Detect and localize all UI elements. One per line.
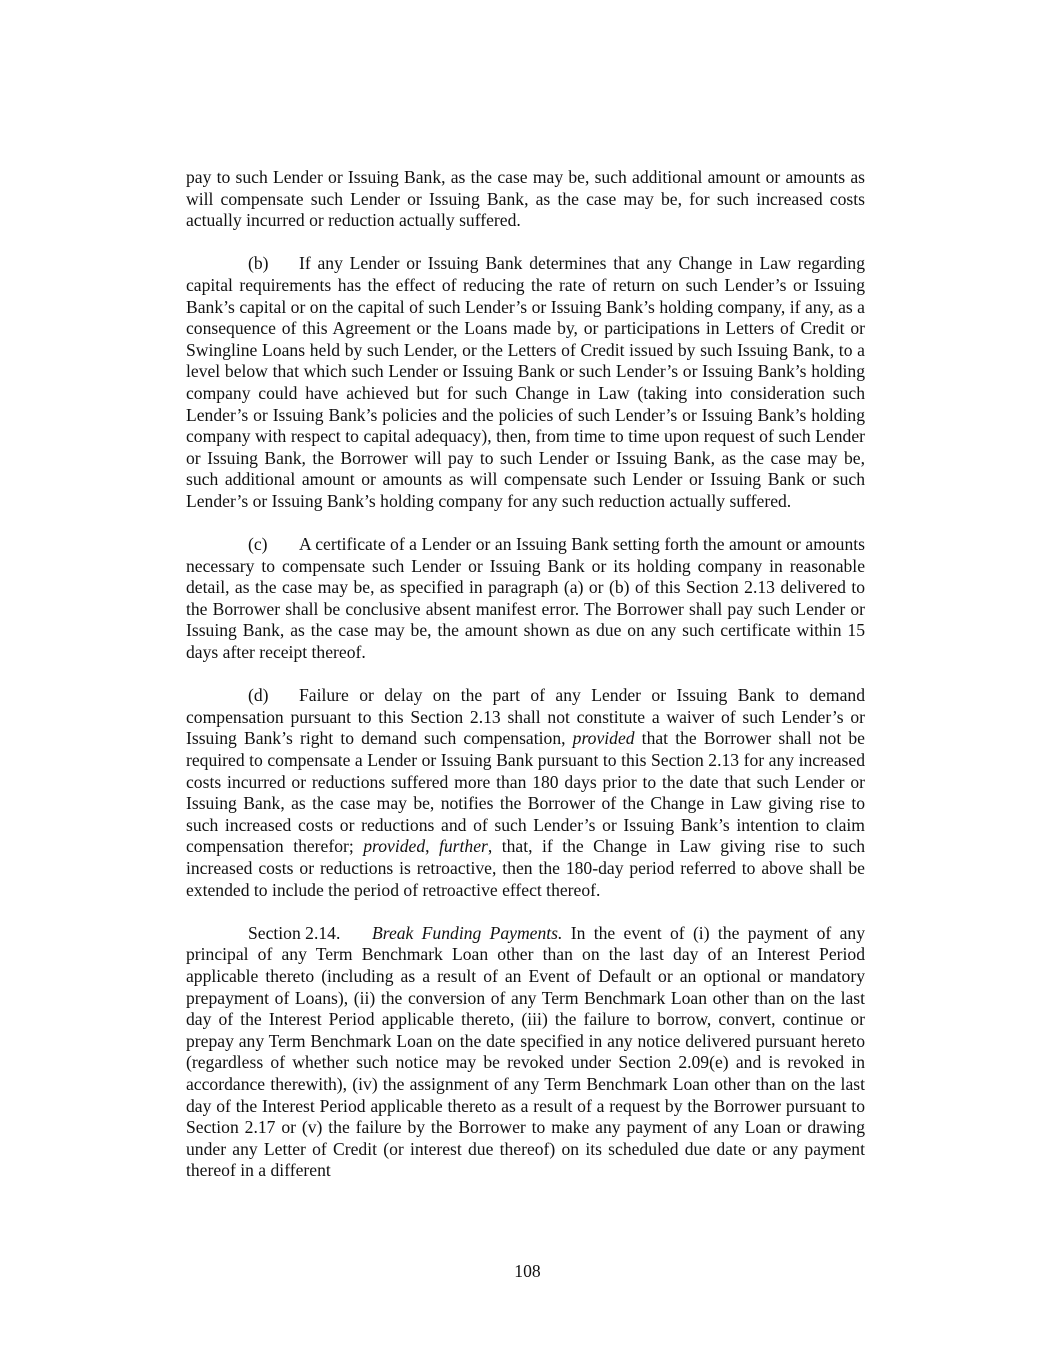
section-2-14 [186, 923, 865, 1182]
section-2-14-title: Break Funding Payments. [372, 922, 563, 943]
paragraph-b-label: (b) [248, 253, 269, 274]
paragraph-d-text-2: that the Borrower shall not be required to compensate a Lender or Issuing Bank pursuant to this Section 2.13 for any increased costs incurred or reductions suffered more than 180 days prior to the date that such Lender or Issuing Bank, as the case may be, notifies the Borrower of the Change in Law giving rise to such increased costs or reductions and of such Lender’s or Issuing Bank’s intention to claim compensation therefor; [186, 728, 865, 857]
page-body [186, 167, 865, 1204]
paragraph-d-italic-further: further [439, 836, 488, 857]
paragraph-d-label: (d) [248, 685, 269, 706]
paragraph-c [186, 534, 865, 664]
paragraph-d-text-3: , [425, 836, 439, 857]
paragraph-d-text-1: Failure or delay on the part of any Lender or Issuing Bank to demand compensation pursuant to this Section 2.13 shall not constitute a waiver of such Lender’s or Issuing Bank’s right to demand such compensation, [186, 685, 865, 749]
paragraph-b-text: If any Lender or Issuing Bank determines that any Change in Law regarding capital requirements has the effect of reducing the rate of return on such Lender’s or Issuing Bank’s capital or on the capital of such Lender’s or Issuing Bank’s holding company, if any, as a consequence of this Agreement or the Loans made by, or participations in Letters of Credit or Swingline Loans held by such Lender, or the Letters of Credit issued by such Issuing Bank, to a level below that which such Lender or Issuing Bank or such Lender’s or Issuing Bank’s holding company could have achieved but for such Change in Law (taking into consideration such Lender’s or Issuing Bank’s policies and the policies of such Lender’s or Issuing Bank’s holding company with respect to capital adequacy), then, from time to time upon request of such Lender or Issuing Bank, the Borrower will pay to such Lender or Issuing Bank, as the case may be, such additional amount or amounts as will compensate such Lender or Issuing Bank or such Lender’s or Issuing Bank’s holding company for any such reduction actually suffered. [186, 253, 865, 511]
paragraph-c-text: A certificate of a Lender or an Issuing Bank setting forth the amount or amounts necessary to compensate such Lender or Issuing Bank or its holding company in reasonable detail, as the case may be, as specified in paragraph (a) or (b) of this Section 2.13 delivered to the Borrower shall be conclusive absent manifest error. The Borrower shall pay such Lender or Issuing Bank, as the case may be, the amount shown as due on any such certificate within 15 days after receipt thereof. [186, 534, 865, 663]
paragraph-d-italic-provided-2: provided [363, 836, 426, 857]
paragraph-d-text-4: , that, if the Change in Law giving rise to such increased costs or reductions is retroactive, then the 180-day period referred to above shall be extended to include the period of retroactive effect thereof. [186, 836, 865, 900]
section-2-14-text: In the event of (i) the payment of any principal of any Term Benchmark Loan other than on the last day of an Interest Period applicable thereto (including as a result of an Event of Default or an optional or mandatory prepayment of Loans), (ii) the conversion of any Term Benchmark Loan other than on the last day of the Interest Period applicable thereto, (iii) the failure to borrow, convert, continue or prepay any Term Benchmark Loan on the date specified in any notice delivered pursuant hereto (regardless of whether such notice may be revoked under Section 2.09(e) and is revoked in accordance therewith), (iv) the assignment of any Term Benchmark Loan other than on the last day of the Interest Period applicable thereto as a result of a request by the Borrower pursuant to Section 2.17 or (v) the failure by the Borrower to make any payment of any Loan or drawing under any Letter of Credit (or interest due thereof) on its scheduled due date or any payment thereof in a different [186, 922, 865, 1181]
paragraph-d-italic-provided: provided [572, 728, 635, 749]
page-number: 108 [514, 1261, 541, 1281]
paragraph-continuation [186, 167, 865, 232]
paragraph-continuation-text: pay to such Lender or Issuing Bank, as the case may be, such additional amount or amounts as will compensate such Lender or Issuing Bank, as the case may be, for such increased costs actually incurred or reduction actually suffered. [186, 167, 865, 231]
paragraph-b [186, 253, 865, 512]
paragraph-d [186, 685, 865, 901]
paragraph-c-label: (c) [248, 534, 268, 555]
section-2-14-number: Section 2.14. [248, 922, 341, 943]
